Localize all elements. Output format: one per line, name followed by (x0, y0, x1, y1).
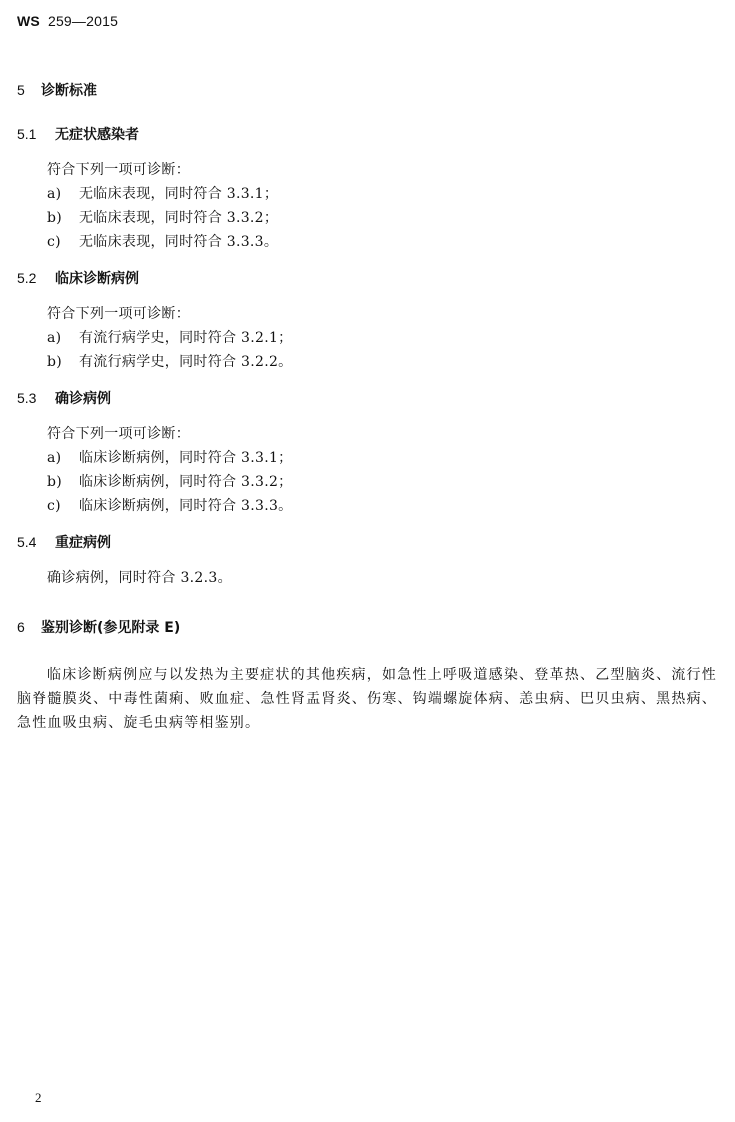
section-title: 诊断标准 (41, 83, 97, 99)
section-5-1-intro: 符合下列一项可诊断： (47, 162, 190, 178)
list-marker: a) (47, 330, 62, 346)
section-5-4-text: 确诊病例，同时符合 3.2.3。 (47, 570, 232, 586)
section-title: 鉴别诊断(参见附录 E) (41, 620, 181, 636)
list-item-text: 临床诊断病例，同时符合 3.3.3。 (79, 498, 293, 514)
list-item-text: 有流行病学史，同时符合 3.2.2。 (79, 354, 293, 370)
section-6-paragraph: 临床诊断病例应与以发热为主要症状的其他疾病，如急性上呼吸道感染、登革热、乙型脑炎、流行性脑脊髓膜炎、中毒性菌痢、败血症、急性肾盂肾炎、伤寒、钩端螺旋体病、恙虫病、巴贝虫病、黑热病、急性血吸虫病、旋毛虫病等相鉴别。 (17, 667, 717, 731)
section-5-2-heading (17, 268, 139, 289)
section-title: 重症病例 (55, 535, 111, 551)
list-item-text: 临床诊断病例，同时符合 3.3.1； (79, 450, 293, 466)
document-header (17, 13, 118, 29)
standard-number: 259—2015 (47, 13, 119, 29)
list-item (47, 352, 292, 372)
list-marker: a) (47, 186, 62, 202)
list-marker: b) (47, 210, 63, 226)
list-item-text: 临床诊断病例，同时符合 3.3.2； (79, 474, 293, 490)
section-5-3-heading (17, 388, 111, 409)
section-number: 5 (17, 82, 25, 98)
list-item (47, 328, 292, 348)
list-item-text: 无临床表现，同时符合 3.3.1； (79, 186, 279, 202)
section-number: 5.3 (17, 390, 37, 406)
section-title: 无症状感染者 (55, 127, 139, 143)
section-title: 确诊病例 (55, 391, 111, 407)
standard-code: WS (17, 13, 40, 29)
list-item (47, 496, 292, 516)
section-5-heading (17, 80, 97, 101)
section-5-3-intro: 符合下列一项可诊断： (47, 426, 190, 442)
section-5-1-heading (17, 124, 139, 145)
section-title: 临床诊断病例 (55, 271, 139, 287)
list-item (47, 472, 292, 492)
list-item-text: 无临床表现，同时符合 3.3.3。 (79, 234, 279, 250)
section-5-2-intro: 符合下列一项可诊断： (47, 306, 190, 322)
section-number: 5.2 (17, 270, 37, 286)
list-item (47, 208, 278, 228)
section-number: 5.1 (17, 126, 37, 142)
section-number: 5.4 (17, 534, 37, 550)
list-item-text: 有流行病学史，同时符合 3.2.1； (79, 330, 293, 346)
page-number: 2 (35, 1090, 42, 1105)
list-marker: c) (47, 498, 61, 514)
list-item (47, 184, 278, 204)
list-marker: b) (47, 354, 63, 370)
list-item (47, 448, 292, 468)
section-6-heading (17, 617, 180, 638)
section-5-4-heading (17, 532, 111, 553)
section-number: 6 (17, 619, 25, 635)
list-item (47, 232, 278, 252)
list-item-text: 无临床表现，同时符合 3.3.2； (79, 210, 279, 226)
list-marker: a) (47, 450, 62, 466)
list-marker: c) (47, 234, 61, 250)
list-marker: b) (47, 474, 63, 490)
